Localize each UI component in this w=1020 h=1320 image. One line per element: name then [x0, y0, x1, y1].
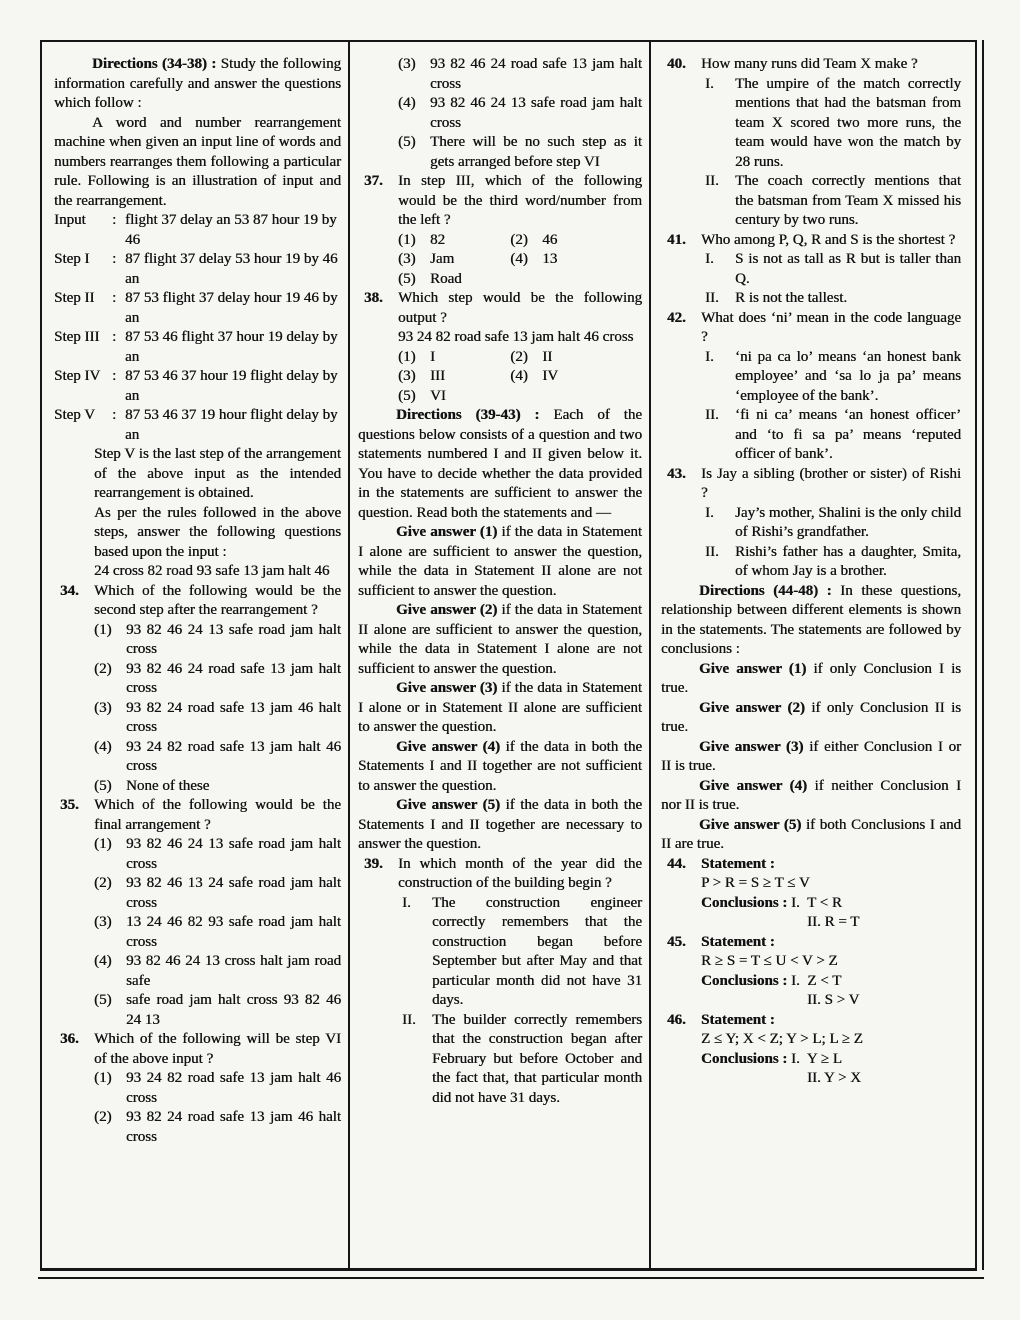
text-run: if the data in Statement II alone are sufficient to answer the question, while the data in Statement I alone are not sufficient to answer the question. [358, 602, 643, 677]
option-text: 93 82 46 24 13 cross halt jam road safe [126, 953, 341, 989]
conclusion-2: II. S > V [807, 992, 860, 1008]
conclusions-label: Conclusions : [701, 1050, 792, 1067]
question [54, 582, 341, 797]
option-number: (5) [398, 387, 416, 404]
statement-item [398, 894, 642, 1011]
bold-run: Directions (44-48) : [699, 582, 841, 599]
statement-text: The umpire of the match correctly mentions that had the batsman from team X scored two more runs, the team would have won the match by 28 runs. [735, 75, 961, 170]
option-number: (2) [94, 660, 112, 677]
text-run: Each of the questions below consists of a question and two statements numbered I and II given below it. You have to decide whether the data provided in the statements are sufficient to answer the question. Read both the statements and — [358, 407, 642, 521]
statement-question [661, 1011, 961, 1089]
question [661, 231, 961, 309]
options-list [398, 231, 642, 290]
option-text: 13 [542, 251, 558, 267]
conclusion-2: II. R = T [807, 914, 860, 930]
statement-label: Statement : [701, 933, 775, 950]
statement-numeral: I. [705, 75, 714, 92]
options-list [94, 621, 341, 797]
question-number [358, 55, 398, 172]
question-line: 93 24 82 road safe 13 jam halt 46 cross [398, 329, 634, 345]
option-number: (5) [94, 992, 112, 1008]
bold-run: Give answer (1) [699, 660, 814, 677]
statement-question [661, 933, 961, 1011]
step-text: 87 53 46 flight 37 hour 19 delay by an [125, 329, 338, 365]
question-number: 35. [60, 797, 79, 813]
bold-run: Give answer (5) [396, 797, 506, 813]
option-text: II [542, 348, 553, 365]
bold-run: Give answer (3) [396, 680, 502, 696]
step-label: Step II [54, 290, 95, 306]
question-number: 46. [667, 1011, 686, 1028]
statement-text: The builder correctly remembers that the construction began after February but before October and the fact that, that particular month did not have 31 days. [432, 1011, 642, 1106]
statement-item [701, 289, 961, 309]
option [94, 1108, 341, 1147]
option-number: (4) [510, 251, 528, 267]
option [94, 1069, 341, 1108]
question-body [398, 172, 642, 289]
paragraph [661, 660, 961, 699]
statement-text: Rishi’s father has a daughter, Smita, of whom Jay is a brother. [735, 543, 961, 579]
step-text: 87 53 46 37 19 hour flight delay by an [125, 407, 338, 443]
paragraph [661, 738, 961, 777]
step-separator: : [112, 212, 117, 228]
question-text: Which of the following will be step VI of the above input ? [94, 1031, 341, 1067]
column-3 [649, 42, 975, 1268]
statement-item [701, 250, 961, 289]
options-list [398, 55, 642, 172]
step-row [54, 289, 341, 328]
question-text: What does ‘ni’ mean in the code language ? [701, 309, 961, 345]
option [398, 133, 642, 172]
statement-text: The construction engineer correctly remembers that the construction began before September but after May and that particular month did not have 31 days. [432, 894, 642, 1008]
option-number: (3) [398, 251, 416, 267]
question-number: 37. [364, 173, 383, 189]
text-run: if both Conclusions I and II are true. [661, 816, 962, 852]
question-body [701, 1011, 961, 1089]
option-text: 82 [430, 231, 445, 248]
option-number: (1) [398, 231, 416, 248]
option [94, 913, 341, 952]
option [94, 777, 341, 797]
statement-text: ‘ni pa ca lo’ means ‘an honest bank employee’ and ‘sa lo ja pa’ means ‘employee of the bank’. [735, 348, 961, 404]
bold-run: Give answer (1) [396, 524, 502, 540]
question-text: In step III, which of the following would be the third word/number from the left ? [398, 173, 642, 228]
question-text: Which of the following would be the final arrangement ? [94, 797, 341, 833]
statement-text: S is not as tall as R but is taller than Q. [735, 251, 961, 287]
question [358, 172, 642, 289]
option-number: (2) [94, 1109, 112, 1125]
step-row [54, 250, 341, 289]
option-number: (2) [94, 875, 112, 891]
paragraph [54, 114, 341, 212]
step-label: Step IV [54, 368, 101, 384]
option-text: There will be no such step as it gets arranged before step VI [430, 134, 642, 170]
paragraph [661, 816, 961, 855]
question-number: 42. [667, 309, 686, 326]
text-run: if the data in both the Statements I and II together are not sufficient to answer the question. [358, 738, 642, 794]
question-body [701, 309, 961, 465]
question [358, 289, 642, 406]
question-text: How many runs did Team X make ? [701, 56, 918, 72]
question [661, 55, 961, 231]
question-body [398, 855, 642, 1109]
text-run: In these questions, relationship between different elements is shown in the statements. The statements are followed by conclusions : [661, 582, 961, 657]
question-number: 39. [364, 855, 383, 872]
option-text: I [430, 348, 435, 365]
option [94, 738, 341, 777]
statement-label: Statement : [701, 1011, 775, 1028]
statement-numeral: I. [705, 348, 714, 365]
statement-item [701, 504, 961, 543]
step-row [54, 328, 341, 367]
option [510, 348, 642, 368]
conclusion-1: I. Y ≥ L [791, 1050, 842, 1067]
question-body [94, 1030, 341, 1147]
paragraph [358, 738, 642, 797]
statement-text: Jay’s mother, Shalini is the only child of Rishi’s grandfather. [735, 504, 961, 540]
option-text: Jam [430, 251, 455, 267]
question-number: 43. [667, 465, 686, 482]
conclusion-2: II. Y > X [807, 1070, 862, 1086]
option-text: III [430, 368, 445, 384]
option [398, 367, 510, 387]
question-number: 44. [667, 855, 686, 872]
option-text: 93 82 24 road safe 13 jam 46 halt cross [126, 1109, 341, 1145]
bold-run: Directions (39-43) : [396, 407, 554, 423]
bold-run: Directions (34-38) : [92, 56, 221, 72]
bold-run: Give answer (4) [699, 777, 815, 794]
statement-numeral: I. [705, 504, 714, 521]
paragraph [358, 601, 642, 679]
text-run: A word and number rearrangement machine when given an input line of words and numbers rearranges them following a particular rule. Following is an illustration of input and the rearrangement. [54, 114, 341, 209]
bold-run: Give answer (3) [699, 738, 810, 755]
question [358, 55, 642, 172]
question-text: Who among P, Q, R and S is the shortest ? [701, 231, 956, 248]
conclusion-1: I. T < R [791, 894, 842, 911]
option-number: (1) [94, 621, 112, 638]
question-number: 34. [60, 582, 79, 599]
statement-text: R is not the tallest. [735, 290, 848, 306]
option [510, 250, 642, 270]
question-number: 45. [667, 933, 686, 950]
conclusions-label: Conclusions : [701, 972, 792, 989]
question-body [398, 55, 642, 172]
option-number: (1) [94, 1070, 112, 1086]
bold-run: Give answer (2) [699, 699, 812, 716]
statement-numeral: II. [705, 173, 719, 189]
step-text: 87 53 46 37 hour 19 flight delay by an [125, 368, 338, 404]
option-text: 93 24 82 road safe 13 jam halt 46 cross [126, 1070, 341, 1106]
statement-numeral: I. [402, 894, 411, 911]
step-text: flight 37 delay an 53 87 hour 19 by 46 [125, 212, 337, 248]
option [398, 94, 642, 133]
question-body [701, 933, 961, 1011]
option-number: (5) [398, 270, 416, 287]
column-2 [348, 42, 649, 1268]
option [94, 952, 341, 991]
option-number: (1) [398, 348, 416, 365]
statement-numeral: I. [705, 251, 714, 267]
step-label: Step III [54, 329, 100, 345]
option-text: 93 82 46 13 24 safe road jam halt cross [126, 875, 341, 911]
option [510, 367, 642, 387]
question-body [94, 582, 341, 797]
question-body [398, 289, 642, 406]
paragraph [358, 796, 642, 855]
question-body [701, 231, 961, 309]
option-number: (5) [94, 777, 112, 794]
step-text: 87 flight 37 delay 53 hour 19 by 46 an [125, 251, 338, 287]
option [94, 835, 341, 874]
text-run: if only Conclusion I is true. [661, 660, 961, 696]
option-number: (4) [94, 953, 112, 969]
note-paragraph: As per the rules followed in the above steps, answer the following questions based upon the input : [94, 504, 341, 560]
question-body [701, 465, 961, 582]
text-run: if neither Conclusion I nor II is true. [661, 777, 961, 813]
option [398, 250, 510, 270]
step-label: Input [54, 212, 86, 228]
option [94, 991, 341, 1030]
option-text: 93 82 46 24 13 safe road jam halt cross [430, 95, 642, 131]
step-label: Step I [54, 251, 90, 267]
options-list [94, 835, 341, 1030]
conclusions-row [701, 894, 961, 914]
statement-numeral: II. [705, 543, 719, 560]
statement-item [701, 172, 961, 231]
statement-label: Statement : [701, 855, 775, 872]
option [398, 55, 642, 94]
option-text: 93 82 46 24 13 safe road jam halt cross [126, 836, 341, 872]
paragraph [358, 406, 642, 523]
option-number: (3) [94, 699, 112, 716]
step-row [54, 211, 341, 250]
options-list [398, 348, 642, 407]
option-number: (3) [398, 56, 416, 72]
option-number: (2) [510, 231, 528, 248]
statement-item [398, 1011, 642, 1109]
option [94, 874, 341, 913]
option [510, 231, 642, 251]
question [661, 309, 961, 465]
step-text: 87 53 flight 37 delay hour 19 46 by an [125, 290, 338, 326]
statement-numeral: II. [402, 1011, 416, 1028]
option-number: (4) [510, 368, 528, 384]
conclusions-row [701, 1050, 961, 1070]
paragraph [358, 679, 642, 738]
step-separator: : [112, 368, 117, 384]
text-run: if either Conclusion I or II is true. [661, 738, 961, 774]
option [398, 387, 510, 407]
question [358, 855, 642, 1109]
option-text: Road [430, 270, 462, 287]
paragraph [358, 523, 642, 601]
statement-item [701, 406, 961, 465]
option-number: (4) [94, 738, 112, 755]
page-border [40, 40, 977, 1271]
step-separator: : [112, 329, 117, 345]
statement-expression: Z ≤ Y; X < Z; Y > L; L ≥ Z [701, 1031, 863, 1047]
option-text: 93 82 24 road safe 13 jam 46 halt cross [126, 699, 341, 735]
statement-numeral: II. [705, 290, 719, 306]
option-text: VI [430, 387, 446, 404]
option-number: (3) [94, 914, 112, 930]
paragraph [661, 699, 961, 738]
option-number: (4) [398, 95, 416, 111]
option [398, 348, 510, 368]
option-number: (1) [94, 836, 112, 852]
option-text: 93 82 46 24 road safe 13 jam halt cross [430, 56, 642, 92]
note-paragraph: 24 cross 82 road 93 safe 13 jam halt 46 [94, 563, 330, 579]
question-text: Is Jay a sibling (brother or sister) of Rishi ? [701, 465, 961, 501]
text-run: if the data in Statement I alone are sufficient to answer the question, while the data in Statement II alone are not sufficient to answer the question. [358, 524, 643, 599]
question [661, 465, 961, 582]
conclusion-1: I. Z < T [791, 972, 842, 989]
option [398, 270, 510, 290]
step-row [54, 367, 341, 406]
text-run: if only Conclusion II is true. [661, 699, 961, 735]
question [54, 1030, 341, 1147]
statement-text: ‘fi ni ca’ means ‘an honest officer’ and ‘to fi sa pa’ means ‘reputed officer of bank’. [735, 407, 961, 462]
statement-item [701, 75, 961, 173]
option [94, 660, 341, 699]
text-run: if the data in both the Statements I and II together are necessary to answer the question. [358, 797, 642, 852]
statement-expression: R ≥ S = T ≤ U < V > Z [701, 953, 838, 969]
option-text: IV [542, 368, 559, 384]
option [94, 621, 341, 660]
text-run: if the data in Statement I alone or in Statement II alone are sufficient to answer the question. [358, 680, 643, 735]
option-text: 93 82 46 24 13 safe road jam halt cross [126, 621, 341, 657]
question-number: 38. [364, 290, 383, 306]
question-body [701, 55, 961, 231]
option-number: (3) [398, 368, 416, 384]
question-number: 36. [60, 1031, 79, 1047]
step-separator: : [112, 290, 117, 306]
option-number: (2) [510, 348, 528, 365]
step-separator: : [112, 407, 117, 423]
option [94, 699, 341, 738]
statement-text: The coach correctly mentions that the batsman from Team X missed his century by two runs. [735, 173, 961, 228]
question-number: 40. [667, 56, 686, 72]
option-text: 93 82 46 24 road safe 13 jam halt cross [126, 660, 341, 696]
option-text: 93 24 82 road safe 13 jam halt 46 cross [126, 738, 341, 774]
option-text: 46 [542, 231, 558, 248]
statement-expression: P > R = S ≥ T ≤ V [701, 875, 810, 891]
question-text: Which of the following would be the second step after the rearrangement ? [94, 582, 341, 618]
question-body [94, 796, 341, 1030]
paragraph [661, 777, 961, 816]
step-separator: : [112, 251, 117, 267]
statement-item [701, 543, 961, 582]
step-label: Step V [54, 407, 95, 423]
bold-run: Give answer (5) [699, 816, 806, 833]
question [54, 796, 341, 1030]
note-paragraph: Step V is the last step of the arrangement of the above input as the intended rearrangement is obtained. [94, 446, 341, 501]
question-body [701, 855, 961, 933]
option-text: 13 24 46 82 93 safe road jam halt cross [126, 914, 341, 950]
option-text: None of these [126, 777, 210, 794]
statement-item [701, 348, 961, 407]
paragraph [661, 582, 961, 660]
right-double-rule [982, 40, 984, 1270]
paragraph [54, 55, 341, 114]
text-run: Study the following information carefully and answer the questions which follow : [54, 56, 341, 111]
conclusions-label: Conclusions : [701, 894, 792, 911]
bold-run: Give answer (2) [396, 602, 502, 618]
statement-question [661, 855, 961, 933]
column-1 [42, 42, 348, 1268]
statement-numeral: II. [705, 407, 719, 423]
bold-run: Give answer (4) [396, 738, 506, 755]
bottom-double-rule [38, 1277, 984, 1279]
question-text: Which step would be the following output ? [398, 290, 642, 326]
option-number: (5) [398, 134, 416, 150]
step-row [54, 406, 341, 445]
question-text: In which month of the year did the construction of the building begin ? [398, 855, 642, 891]
option-text: safe road jam halt cross 93 82 46 24 13 [126, 992, 341, 1028]
conclusions-row [701, 972, 961, 992]
option [398, 231, 510, 251]
options-list [94, 1069, 341, 1147]
question-number: 41. [667, 231, 686, 248]
